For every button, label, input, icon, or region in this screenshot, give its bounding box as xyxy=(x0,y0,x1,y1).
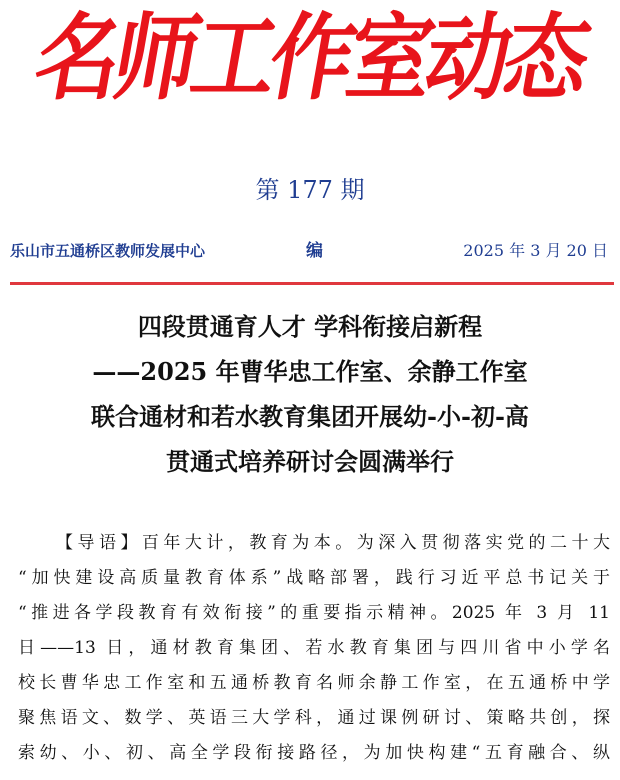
article-body xyxy=(18,526,610,771)
headline-line: 四段贯通育人才 学科衔接启新程 xyxy=(137,312,483,341)
masthead xyxy=(0,2,620,114)
body-line: 【导语】百年大计，教育为本。为深入贯彻落实党的二十大 xyxy=(56,533,610,553)
body-line: “加快建设高质量教育体系”战略部署，践行习近平总书记关于 xyxy=(18,568,610,588)
body-line: 日——13 日，通材教育集团、若水教育集团与四川省中小学名 xyxy=(18,638,610,658)
publisher-organization: 乐山市五通桥区教师发展中心 xyxy=(10,242,206,260)
headline-line: 贯通式培养研讨会圆满举行 xyxy=(166,447,454,476)
publish-date: 2025 年 3 月 20 日 xyxy=(463,241,608,260)
headline-line: ——2025 年曹华忠工作室、余静工作室 xyxy=(92,357,528,386)
publication-info xyxy=(10,238,608,264)
headline-line: 联合通材和若水教育集团开展幼-小-初-高 xyxy=(91,402,529,431)
article-headline xyxy=(0,304,620,484)
body-line: 聚焦语文、数学、英语三大学科，通过课例研讨、策略共创，探 xyxy=(18,708,610,728)
header-divider xyxy=(10,282,614,285)
masthead-title: 名师工作室动态 xyxy=(27,3,593,113)
body-line: “推进各学段教育有效衔接”的重要指示精神。2025 年 3 月 11 xyxy=(18,603,610,623)
body-line: 校长曹华忠工作室和五通桥教育名师余静工作室，在五通桥中学 xyxy=(18,673,610,693)
editor-label: 编 xyxy=(306,241,323,261)
issue-number: 第 177 期 xyxy=(255,176,365,204)
body-line: 索幼、小、初、高全学段衔接路径，为加快构建“五育融合、纵 xyxy=(18,743,610,763)
